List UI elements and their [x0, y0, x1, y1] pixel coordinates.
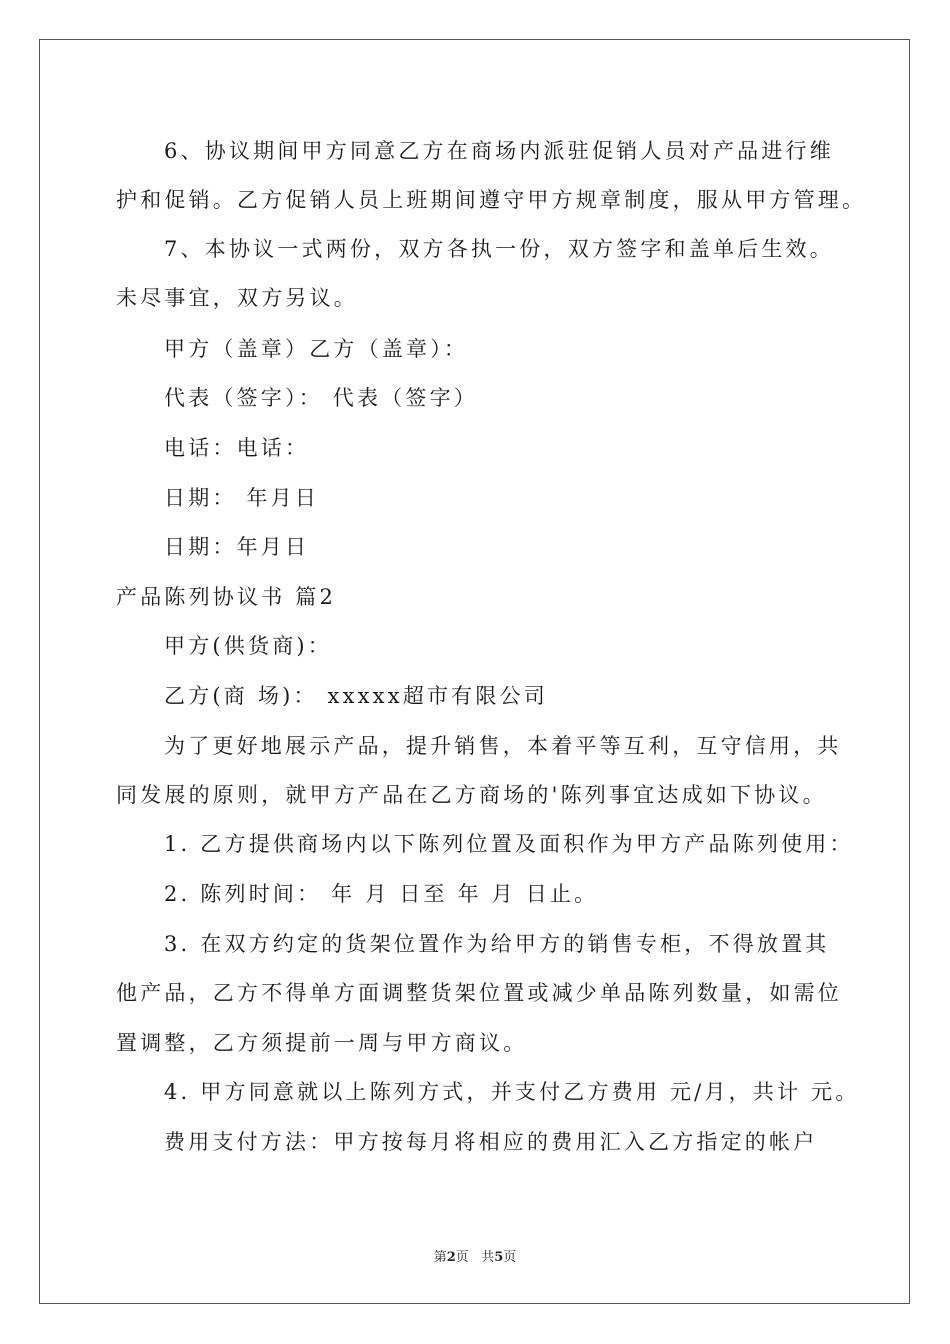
- date-line: 日期：年月日: [164, 535, 310, 559]
- footer-total-prefix: 共: [481, 1250, 495, 1265]
- footer-total-suffix: 页: [503, 1250, 517, 1265]
- signature-line: 代表（签字）： 代表（签字）: [164, 386, 478, 410]
- footer-page-prefix: 第: [433, 1250, 447, 1265]
- page-border: [39, 39, 910, 1304]
- paragraph-line: 为了更好地展示产品，提升销售，本着平等互利，互守信用，共: [164, 734, 842, 758]
- signature-line: 甲方（盖章）乙方（盖章）：: [164, 337, 469, 361]
- signature-line: 电话：电话：: [164, 436, 310, 460]
- party-a-line: 甲方(供货商)：: [164, 634, 332, 658]
- clause-line: 1. 乙方提供商场内以下陈列位置及面积作为甲方产品陈列使用：: [164, 832, 854, 856]
- paragraph-line: 费用支付方法：甲方按每月将相应的费用汇入乙方指定的帐户: [164, 1130, 818, 1154]
- date-line: 日期： 年月日: [164, 486, 320, 510]
- footer-page-suffix: 页: [455, 1250, 469, 1265]
- footer-page-number: 2: [446, 1250, 456, 1265]
- clause-line: 置调整，乙方须提前一周与甲方商议。: [116, 1031, 528, 1055]
- clause-line: 他产品，乙方不得单方面调整货架位置或减少单品陈列数量，如需位: [116, 981, 842, 1005]
- paragraph-line: 同发展的原则，就甲方产品在乙方商场的'陈列事宜达成如下协议。: [116, 783, 827, 807]
- paragraph-line: 护和促销。乙方促销人员上班期间遵守甲方规章制度，服从甲方管理。: [116, 188, 867, 212]
- paragraph-line: 6、协议期间甲方同意乙方在商场内派驻促销人员对产品进行维: [164, 139, 834, 163]
- clause-line: 3. 在双方约定的货架位置作为给甲方的销售专柜，不得放置其: [164, 932, 830, 956]
- clause-line: 2. 陈列时间： 年 月 日至 年 月 日止。: [164, 882, 599, 906]
- clause-line: 4. 甲方同意就以上陈列方式，并支付乙方费用 元/月，共计 元。: [164, 1080, 860, 1104]
- paragraph-line: 7、本协议一式两份，双方各执一份，双方签字和盖单后生效。: [164, 237, 834, 261]
- paragraph-line: 未尽事宜，双方另议。: [116, 286, 358, 310]
- footer-total-pages: 5: [494, 1250, 504, 1265]
- party-b-line: 乙方(商 场)： xxxxx超市有限公司: [164, 684, 548, 708]
- page-footer: [0, 1246, 950, 1265]
- section-title: 产品陈列协议书 篇2: [116, 585, 337, 609]
